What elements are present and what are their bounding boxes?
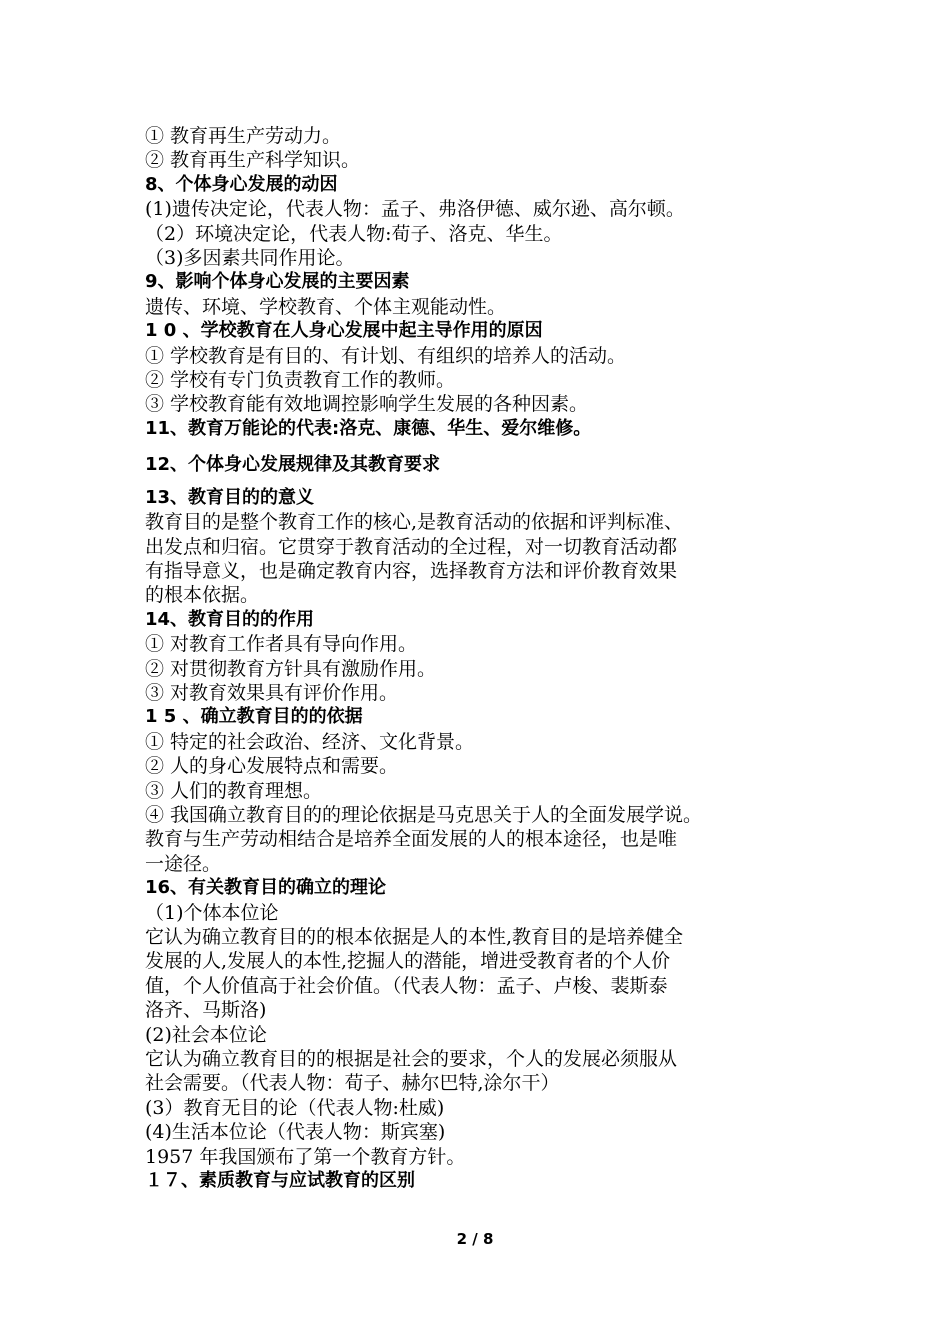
text-line: 它认为确立教育目的的根本依据是人的本性,教育目的是培养健全	[145, 926, 684, 948]
page-number: 2 / 8	[456, 1230, 494, 1248]
text-line: ② 人的身心发展特点和需要。	[145, 755, 399, 778]
text-line: ③ 学校教育能有效地调控影响学生发展的各种因素。	[145, 393, 589, 416]
text-line: 遗传、环境、学校教育、个体主观能动性。	[145, 295, 507, 318]
text-line: 值，个人价值高于社会价值。（代表人物：孟子、卢梭、裴斯泰	[145, 974, 668, 997]
document-body	[145, 124, 825, 1193]
section-heading: 12、个体身心发展规律及其教育要求	[145, 454, 441, 476]
text-line: ② 学校有专门负责教育工作的教师。	[145, 369, 456, 392]
text-line: ③ 人们的教育理想。	[145, 779, 323, 802]
section-heading: 8、个体身心发展的动因	[145, 173, 338, 195]
text-line: ② 对贯彻教育方针具有激励作用。	[145, 657, 437, 680]
text-line: 教育与生产劳动相结合是培养全面发展的人的根本途径，也是唯	[145, 828, 678, 851]
section-heading: １７、素质教育与应试教育的区别	[145, 1170, 415, 1192]
text-line: 教育目的是整个教育工作的核心,是教育活动的依据和评判标准、	[145, 511, 684, 534]
text-line: ② 教育再生产科学知识。	[145, 149, 361, 172]
text-line: 出发点和归宿。它贯穿于教育活动的全过程，对一切教育活动都	[145, 535, 678, 558]
text-line: 1957 年我国颁布了第一个教育方针。	[145, 1145, 466, 1168]
text-line: 一途径。	[145, 852, 222, 875]
section-heading: 14、教育目的的作用	[145, 608, 315, 630]
text-line: (3）教育无目的论（代表人物:杜威)	[145, 1096, 445, 1119]
section-heading: 1 5 、确立教育目的的依据	[145, 706, 363, 728]
text-line: ① 特定的社会政治、经济、文化背景。	[145, 730, 475, 753]
text-line: 发展的人,发展人的本性,挖掘人的潜能，增进受教育者的个人价	[145, 950, 671, 973]
text-line: ① 学校教育是有目的、有计划、有组织的培养人的活动。	[145, 344, 627, 367]
section-heading: 13、教育目的的意义	[145, 486, 315, 508]
section-heading: 1 0 、学校教育在人身心发展中起主导作用的原因	[145, 320, 543, 342]
text-line: ③ 对教育效果具有评价作用。	[145, 681, 399, 704]
text-line: ④ 我国确立教育目的的理论依据是马克思关于人的全面发展学说。	[145, 803, 703, 826]
text-line: (4)生活本位论（代表人物：斯宾塞)	[145, 1121, 446, 1144]
section-heading: 16、有关教育目的确立的理论	[145, 877, 387, 899]
text-line: 洛齐、马斯洛)	[145, 999, 267, 1022]
text-line: （1)个体本位论	[145, 901, 279, 924]
section-heading: 9、影响个体身心发展的主要因素	[145, 271, 410, 293]
text-line: 社会需要。（代表人物：荀子、赫尔巴特,涂尔干）	[145, 1072, 560, 1095]
text-line: 它认为确立教育目的的根据是社会的要求，个人的发展必须服从	[145, 1048, 678, 1071]
text-line: （2）环境决定论，代表人物:荀子、洛克、华生。	[145, 222, 563, 245]
text-line: （3)多因素共同作用论。	[145, 247, 355, 270]
text-line: 有指导意义，也是确定教育内容，选择教育方法和评价教育效果	[145, 559, 678, 582]
text-line: (1)遗传决定论，代表人物：孟子、弗洛伊德、威尔逊、高尔顿。	[145, 198, 685, 221]
text-line: ① 对教育工作者具有导向作用。	[145, 633, 418, 656]
text-line: ① 教育再生产劳动力。	[145, 125, 342, 147]
text-line: (2)社会本位论	[145, 1023, 267, 1046]
section-heading: 11、教育万能论的代表:洛克、康德、华生、爱尔维修。	[145, 417, 592, 439]
text-line: 的根本依据。	[145, 584, 260, 607]
